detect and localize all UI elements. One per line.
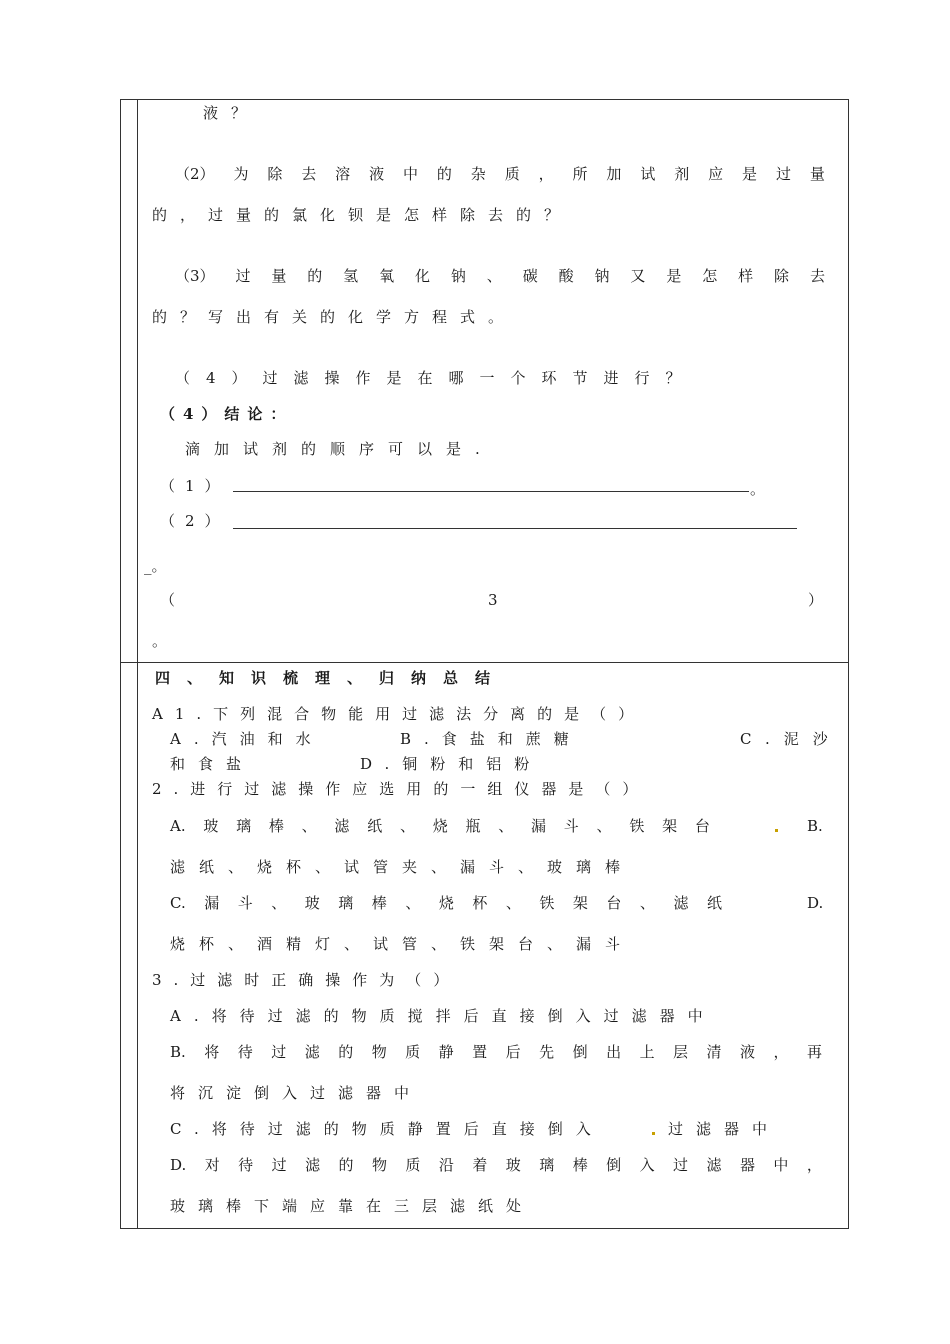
text-token: 的 xyxy=(338,1156,354,1174)
text-token: ， xyxy=(773,1043,789,1061)
text-token: 待 xyxy=(237,1043,253,1061)
option-2d-label: D. xyxy=(807,894,824,912)
text-token: 质 xyxy=(405,1043,421,1061)
text-token: 物 xyxy=(371,1043,387,1061)
text-token: 清 xyxy=(706,1043,722,1061)
text-token: 怎 xyxy=(702,267,718,285)
text-token: 中 xyxy=(773,1156,789,1174)
text-token: 先 xyxy=(539,1043,555,1061)
marker-dot xyxy=(652,1132,655,1135)
text-token: 滤 xyxy=(334,817,350,835)
text-token: 、 xyxy=(405,894,421,912)
text-line: 的，过量的氯化钡是怎样除去的？ xyxy=(152,206,573,224)
text-token: 的 xyxy=(338,1043,354,1061)
row-divider xyxy=(120,662,849,663)
text-line: _。 xyxy=(144,557,167,575)
option-1c-cont: 和食盐 xyxy=(170,755,255,773)
text-token: 溶 xyxy=(335,165,351,183)
option-3c: C.将待过滤的物质静置后直接倒入 xyxy=(170,1120,604,1138)
text-token: 、 xyxy=(486,267,502,285)
text-token: 倒 xyxy=(572,1043,588,1061)
text-token: 物 xyxy=(371,1156,387,1174)
text-token: 、 xyxy=(596,817,612,835)
blank-label-1: （1） xyxy=(160,477,230,495)
option-2b: 滤纸、烧杯、试管夹、漏斗、玻璃棒 xyxy=(170,858,635,876)
answer-blank-2[interactable] xyxy=(233,528,797,529)
text-token: 是 xyxy=(666,267,682,285)
text-token: 酸 xyxy=(558,267,574,285)
text-token: 棒 xyxy=(371,894,387,912)
text-token: 璃 xyxy=(236,817,252,835)
text-token: 量 xyxy=(809,165,825,183)
text-token: （3） xyxy=(175,267,215,285)
text-line: ） xyxy=(808,591,824,609)
text-token: 过 xyxy=(673,1156,689,1174)
text-token: 试 xyxy=(640,165,656,183)
text-token: 、 xyxy=(301,817,317,835)
text-token: 为 xyxy=(233,165,249,183)
option-3d-cont: 玻璃棒下端应靠在三层滤纸处 xyxy=(170,1197,535,1215)
text-token: 器 xyxy=(739,1156,755,1174)
marker-dot xyxy=(775,829,778,832)
text-token: 、 xyxy=(399,817,415,835)
text-token: 着 xyxy=(472,1156,488,1174)
text-token: 化 xyxy=(414,267,430,285)
option-3c-cont: 过滤器中 xyxy=(668,1120,781,1138)
question-3: 3.过滤时正确操作为（） xyxy=(152,971,461,989)
text-token: 玻 xyxy=(505,1156,521,1174)
question-2: 2.进行过滤操作应选用的一组仪器是（） xyxy=(152,780,650,798)
question-2-line xyxy=(175,165,825,183)
text-token: 去 xyxy=(301,165,317,183)
option-1c: C.泥沙 xyxy=(740,730,842,748)
text-token: 氧 xyxy=(379,267,395,285)
text-token: 纸 xyxy=(367,817,383,835)
text-token: 再 xyxy=(806,1043,822,1061)
text-token: 斗 xyxy=(237,894,253,912)
text-token: 杂 xyxy=(470,165,486,183)
text-token: 架 xyxy=(572,894,588,912)
text-token: C. xyxy=(170,894,186,912)
text-token: 又 xyxy=(630,267,646,285)
text-token: 过 xyxy=(271,1043,287,1061)
text-token: 将 xyxy=(204,1043,220,1061)
option-1b: B.食盐和蔗糖 xyxy=(400,730,582,748)
text-token: 碳 xyxy=(522,267,538,285)
text-line: （ xyxy=(160,591,176,609)
text-token: 纸 xyxy=(706,894,722,912)
option-2b-label: B. xyxy=(807,817,823,835)
table-inner-border xyxy=(137,99,138,1229)
text-token: 棒 xyxy=(572,1156,588,1174)
text-token: 烧 xyxy=(432,817,448,835)
option-1d: D.铜粉和铝粉 xyxy=(360,755,543,773)
text-token: 棒 xyxy=(268,817,284,835)
text-token: 璃 xyxy=(338,894,354,912)
text-token: 应 xyxy=(708,165,724,183)
text-token: 后 xyxy=(505,1043,521,1061)
question-1: A1.下列混合物能用过滤法分离的是（） xyxy=(152,705,646,723)
text-token: 、 xyxy=(271,894,287,912)
text-line: 。 xyxy=(152,632,168,650)
text-token: 待 xyxy=(238,1156,254,1174)
text-token: 质 xyxy=(504,165,520,183)
text-token: 台 xyxy=(606,894,622,912)
text-line: 3 xyxy=(488,591,498,609)
text-token: 对 xyxy=(204,1156,220,1174)
text-token: 、 xyxy=(505,894,521,912)
text-token: 样 xyxy=(738,267,754,285)
text-token: 是 xyxy=(742,165,758,183)
text-token: 入 xyxy=(639,1156,655,1174)
answer-blank-1[interactable] xyxy=(233,491,749,492)
text-token: 量 xyxy=(271,267,287,285)
option-1a: A.汽油和水 xyxy=(170,730,324,748)
text-token: 去 xyxy=(809,267,825,285)
text-token: 铁 xyxy=(539,894,555,912)
text-token: 除 xyxy=(267,165,283,183)
text-token: 上 xyxy=(639,1043,655,1061)
text-token: 滤 xyxy=(304,1043,320,1061)
text-token: 架 xyxy=(662,817,678,835)
text-token: 过 xyxy=(235,267,251,285)
text-token: 、 xyxy=(639,894,655,912)
text-token: 剂 xyxy=(674,165,690,183)
text-token: 瓶 xyxy=(465,817,481,835)
text-token: 漏 xyxy=(204,894,220,912)
option-3b-cont: 将沉淀倒入过滤器中 xyxy=(170,1084,423,1102)
option-3a: A.将待过滤的物质搅拌后直接倒入过滤器中 xyxy=(170,1007,716,1025)
text-token: 斗 xyxy=(563,817,579,835)
text-token: 静 xyxy=(438,1043,454,1061)
text-line: 液？ xyxy=(203,104,260,122)
text-token: 所 xyxy=(572,165,588,183)
question-4-line: （4）过滤操作是在哪一个环节进行？ xyxy=(175,369,697,387)
blank-label-2: （2） xyxy=(160,512,230,530)
text-token: B. xyxy=(170,1043,186,1061)
text-token: 滤 xyxy=(706,1156,722,1174)
text-token: 的 xyxy=(307,267,323,285)
option-2d: 烧杯、酒精灯、试管、铁架台、漏斗 xyxy=(170,935,635,953)
text-token: ， xyxy=(538,165,554,183)
text-token: 的 xyxy=(436,165,452,183)
text-token: 氢 xyxy=(343,267,359,285)
text-token: 中 xyxy=(402,165,418,183)
text-token: ， xyxy=(806,1156,822,1174)
text-token: 台 xyxy=(694,817,710,835)
text-token: 、 xyxy=(498,817,514,835)
text-token: （2） xyxy=(175,165,215,183)
text-token: 漏 xyxy=(531,817,547,835)
text-token: 玻 xyxy=(304,894,320,912)
text-token: 倒 xyxy=(606,1156,622,1174)
text-line: 的？写出有关的化学方程式。 xyxy=(152,308,517,326)
text-token: 璃 xyxy=(539,1156,555,1174)
text-token: 质 xyxy=(405,1156,421,1174)
text-token: D. xyxy=(170,1156,187,1174)
text-token: 液 xyxy=(740,1043,756,1061)
text-token: 滤 xyxy=(673,894,689,912)
text-token: 液 xyxy=(369,165,385,183)
text-token: 过 xyxy=(775,165,791,183)
text-line: 滴加试剂的顺序可以是. xyxy=(185,440,494,458)
text-token: 过 xyxy=(271,1156,287,1174)
text-token: 玻 xyxy=(203,817,219,835)
text-token: A. xyxy=(170,817,186,835)
text-token: 杯 xyxy=(472,894,488,912)
text-token: 铁 xyxy=(629,817,645,835)
text-token: 滤 xyxy=(305,1156,321,1174)
text-token: 层 xyxy=(673,1043,689,1061)
text-token: 置 xyxy=(472,1043,488,1061)
question-3-line xyxy=(175,267,825,285)
text-token: 钠 xyxy=(594,267,610,285)
text-token: 沿 xyxy=(438,1156,454,1174)
text-token: 钠 xyxy=(450,267,466,285)
option-2a xyxy=(170,817,710,835)
option-3b xyxy=(170,1043,822,1061)
section-heading: 四、知识梳理、归纳总结 xyxy=(155,669,508,687)
option-2c xyxy=(170,894,722,912)
text-token: 烧 xyxy=(438,894,454,912)
text-token: 除 xyxy=(774,267,790,285)
option-3d xyxy=(170,1156,822,1174)
text-line: 。 xyxy=(750,480,766,498)
text-token: 加 xyxy=(606,165,622,183)
conclusion-heading: （4）结论： xyxy=(160,405,294,423)
text-token: 出 xyxy=(606,1043,622,1061)
